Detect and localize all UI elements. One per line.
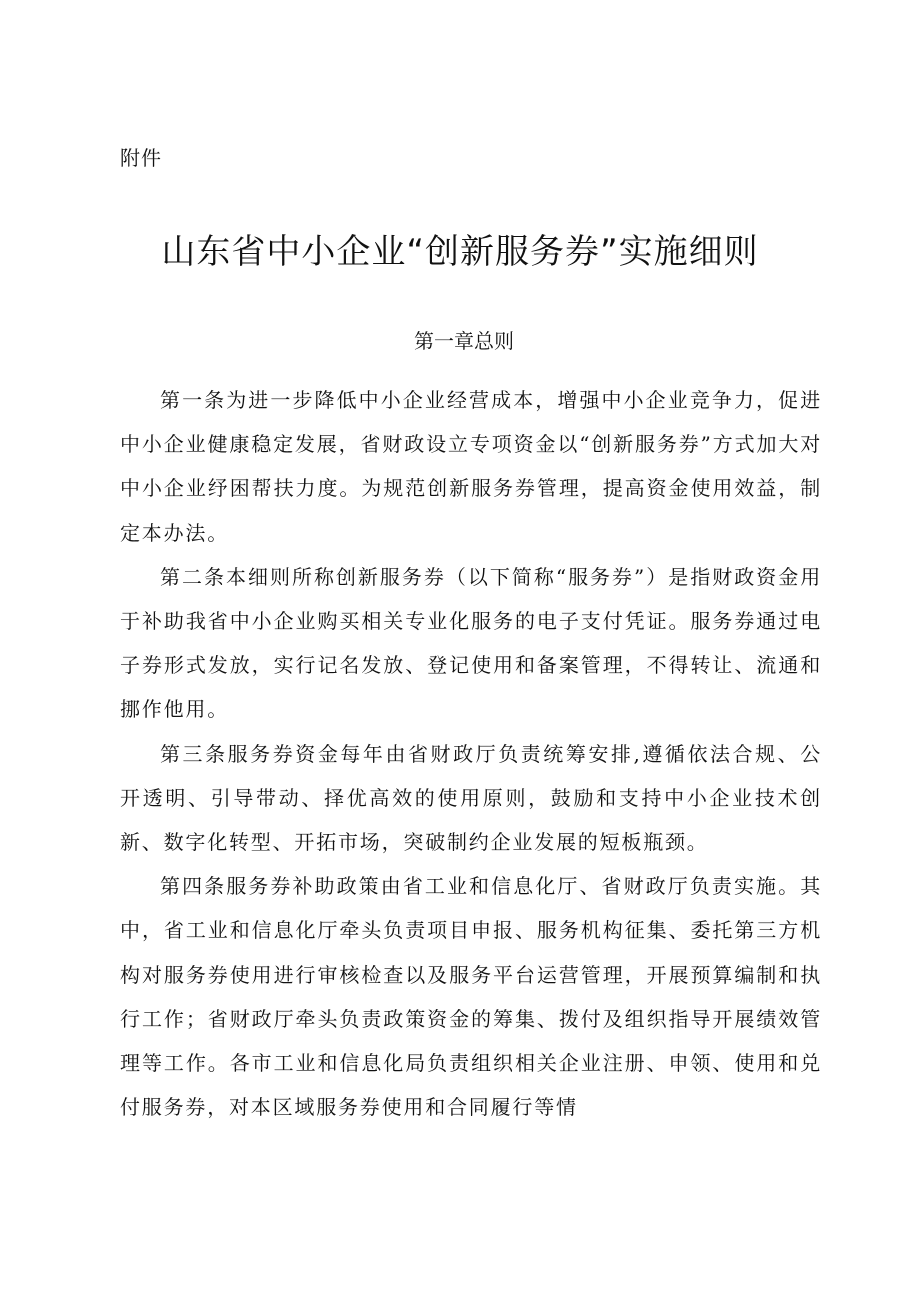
body-text bbox=[120, 378, 822, 1129]
chapter-heading: 第一章总则 bbox=[414, 329, 514, 353]
article-3-paragraph: 第三条服务券资金每年由省财政厅负责统筹安排,遵循依法合规、公开透明、引导带动、择优高效的使用原则，鼓励和支持中小企业技术创新、数字化转型、开拓市场，突破制约企业发展的短板瓶颈。 bbox=[120, 741, 822, 855]
article-1-paragraph: 第一条为进一步降低中小企业经营成本，增强中小企业竞争力，促进中小企业健康稳定发展，省财政设立专项资金以“创新服务券”方式加大对中小企业纾困帮扶力度。为规范创新服务券管理，提高资金使用效益，制定本办法。 bbox=[120, 388, 822, 545]
article-2-paragraph: 第二条本细则所称创新服务券（以下简称“服务券”）是指财政资金用于补助我省中小企业购买相关专业化服务的电子支付凭证。服务券通过电子券形式发放，实行记名发放、登记使用和备案管理，不得转让、流通和挪作他用。 bbox=[120, 564, 822, 722]
article-4-paragraph: 第四条服务券补助政策由省工业和信息化厅、省财政厅负责实施。其中，省工业和信息化厅牵头负责项目申报、服务机构征集、委托第三方机构对服务券使用进行审核检查以及服务平台运营管理，开展预算编制和执行工作；省财政厅牵头负责政策资金的筹集、拨付及组织指导开展绩效管理等工作。各市工业和信息化局负责组织相关企业注册、申领、使用和兑付服务券，对本区域服务券使用和合同履行等情 bbox=[120, 874, 822, 1120]
document-title: 山东省中小企业“创新服务券”实施细则 bbox=[161, 232, 759, 272]
attachment-label: 附件 bbox=[120, 146, 162, 170]
